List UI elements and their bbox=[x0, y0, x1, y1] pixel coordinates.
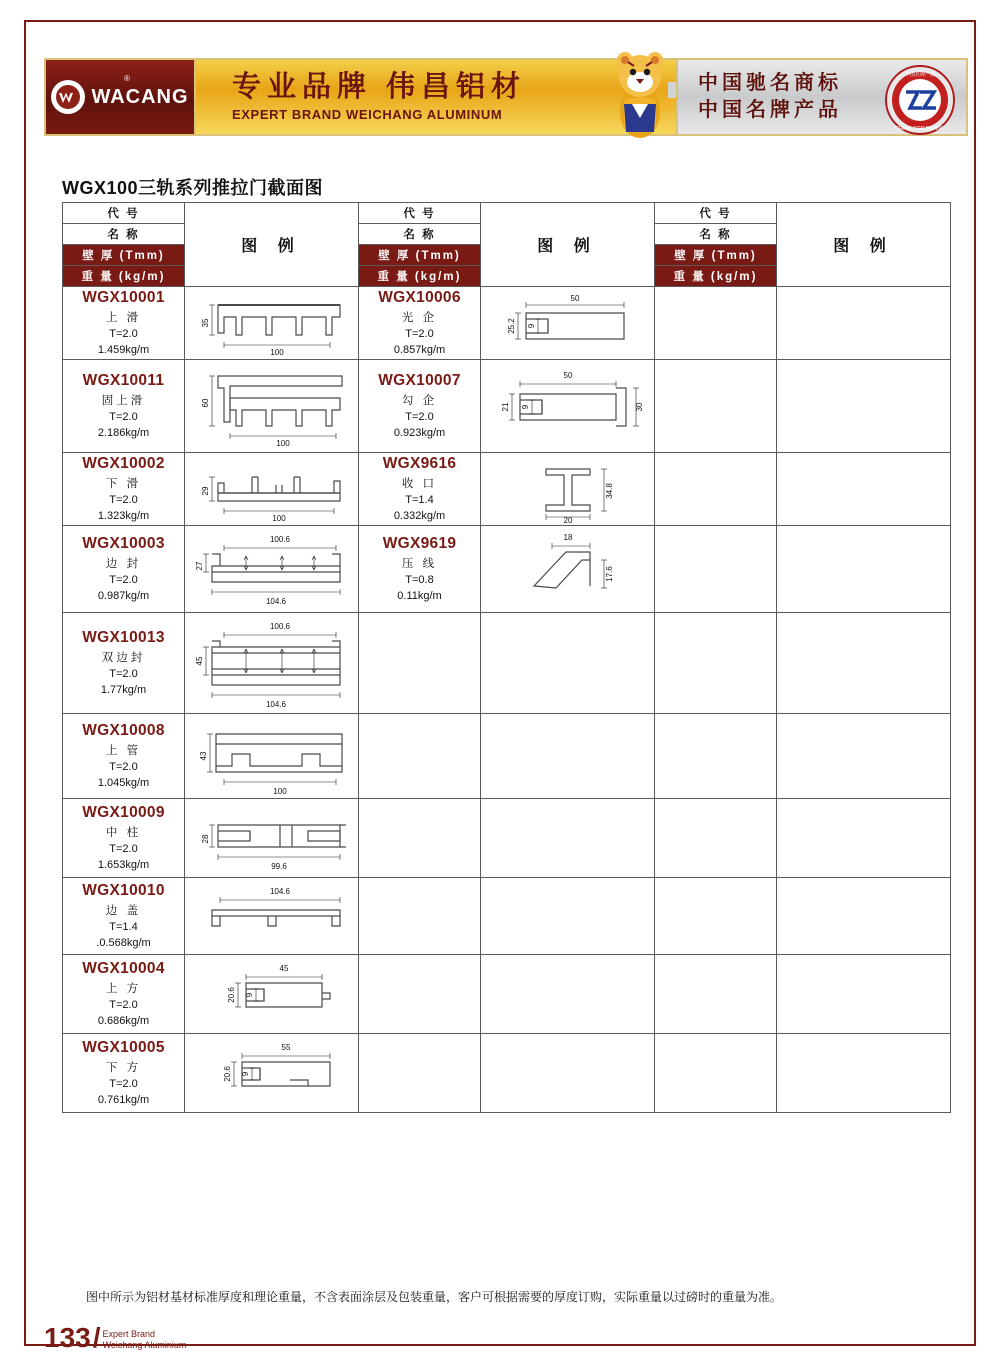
profile-weight: 1.459kg/m bbox=[97, 343, 150, 356]
profile-weight: 0.11kg/m bbox=[397, 589, 442, 602]
table-row bbox=[63, 613, 951, 714]
svg-text:45: 45 bbox=[194, 656, 204, 666]
profile-code: WGX10008 bbox=[82, 722, 165, 740]
svg-text:9: 9 bbox=[526, 323, 536, 329]
profile-thickness: T=2.0 bbox=[109, 667, 138, 680]
profile-code: WGX9619 bbox=[382, 535, 457, 553]
profile-code-cell-empty bbox=[359, 1034, 481, 1113]
profile-code-cell bbox=[63, 613, 185, 714]
awards-text bbox=[698, 70, 842, 124]
profile-code: WGX9616 bbox=[382, 455, 457, 473]
svg-text:9: 9 bbox=[240, 1071, 250, 1077]
header-figure-2: 图 例 bbox=[481, 203, 655, 287]
profile-name: 中 柱 bbox=[105, 826, 142, 839]
svg-text:中国名牌产品: 中国名牌产品 bbox=[904, 72, 936, 78]
svg-text:35: 35 bbox=[200, 318, 210, 328]
profile-figure-cell-empty bbox=[481, 799, 655, 878]
table-row bbox=[63, 360, 951, 453]
header-figure-1: 图 例 bbox=[185, 203, 359, 287]
profile-name: 边 封 bbox=[105, 557, 142, 570]
svg-text:20.6: 20.6 bbox=[226, 987, 236, 1003]
profile-figure-cell bbox=[481, 453, 655, 526]
profile-code-cell-empty bbox=[655, 613, 777, 714]
profile-code-cell bbox=[63, 287, 185, 360]
profile-thickness: T=2.0 bbox=[405, 327, 434, 340]
svg-text:34.8: 34.8 bbox=[604, 483, 614, 499]
profile-code: WGX10007 bbox=[378, 372, 461, 390]
header-weight-3: 重 量 (kg/m) bbox=[655, 266, 776, 286]
profile-figure-cell bbox=[185, 526, 359, 613]
header-figure-3: 图 例 bbox=[777, 203, 951, 287]
svg-text:9: 9 bbox=[520, 404, 530, 410]
profile-figure-cell-empty bbox=[481, 955, 655, 1034]
svg-text:17.6: 17.6 bbox=[604, 566, 614, 582]
profile-thickness: T=2.0 bbox=[109, 493, 138, 506]
svg-text:9: 9 bbox=[244, 992, 254, 998]
profile-figure-cell bbox=[185, 453, 359, 526]
profile-figure-cell bbox=[481, 360, 655, 453]
profile-weight: 2.186kg/m bbox=[97, 426, 150, 439]
profile-code: WGX10006 bbox=[378, 289, 461, 307]
profile-name: 边 盖 bbox=[105, 904, 142, 917]
china-top-brand-seal-icon bbox=[884, 64, 956, 136]
profile-code-cell-empty bbox=[655, 955, 777, 1034]
svg-text:104.6: 104.6 bbox=[265, 700, 286, 709]
profile-figure-cell-empty bbox=[777, 955, 951, 1034]
profile-code-cell-empty bbox=[359, 714, 481, 799]
award-line-2: 中国名牌产品 bbox=[698, 99, 842, 121]
svg-text:60: 60 bbox=[200, 398, 210, 408]
profile-thickness: T=2.0 bbox=[405, 410, 434, 423]
profile-code: WGX10001 bbox=[82, 289, 165, 307]
svg-text:20: 20 bbox=[563, 516, 572, 525]
profile-figure-cell bbox=[185, 878, 359, 955]
profile-figure-cell-empty bbox=[777, 1034, 951, 1113]
table-row bbox=[63, 955, 951, 1034]
registered-mark: ® bbox=[124, 74, 130, 83]
profile-name: 勾 企 bbox=[401, 394, 438, 407]
profile-code: WGX10013 bbox=[82, 629, 165, 647]
svg-text:50: 50 bbox=[563, 371, 572, 380]
header-thickness-2: 壁 厚 (Tmm) bbox=[359, 245, 480, 266]
profile-thickness: T=2.0 bbox=[109, 760, 138, 773]
profile-name: 上 管 bbox=[105, 744, 142, 757]
svg-text:100: 100 bbox=[271, 514, 286, 523]
footer-brand-line-1: Expert Brand bbox=[102, 1328, 156, 1339]
awards-box bbox=[678, 58, 968, 136]
svg-text:100.6: 100.6 bbox=[269, 622, 290, 631]
svg-text:28: 28 bbox=[200, 834, 210, 844]
svg-text:104.6: 104.6 bbox=[265, 597, 286, 606]
profile-code-cell-empty bbox=[359, 955, 481, 1034]
profile-thickness: T=2.0 bbox=[109, 327, 138, 340]
profile-thickness: T=0.8 bbox=[405, 573, 434, 586]
tiger-mascot-icon bbox=[598, 46, 682, 142]
profile-figure-cell-empty bbox=[777, 360, 951, 453]
profile-name: 上 滑 bbox=[105, 311, 142, 324]
profile-thickness: T=2.0 bbox=[109, 842, 138, 855]
profile-code-cell bbox=[359, 526, 481, 613]
profile-table bbox=[62, 202, 951, 1113]
header-name-3: 名 称 bbox=[655, 224, 776, 245]
profile-weight: 0.987kg/m bbox=[97, 589, 150, 602]
profile-figure-cell-empty bbox=[777, 878, 951, 955]
profile-figure-cell-empty bbox=[481, 878, 655, 955]
profile-figure-cell bbox=[185, 613, 359, 714]
slogan-english: EXPERT BRAND WEICHANG ALUMINUM bbox=[232, 106, 503, 122]
profile-thickness: T=2.0 bbox=[109, 1077, 138, 1090]
profile-weight: 1.653kg/m bbox=[97, 858, 150, 871]
profile-name: 上 方 bbox=[105, 982, 142, 995]
profile-weight: 0.686kg/m bbox=[97, 1014, 150, 1027]
header-code-group-2 bbox=[359, 203, 481, 287]
profile-code-cell bbox=[359, 287, 481, 360]
page-number-slash: / bbox=[92, 1322, 101, 1353]
profile-name: 光 企 bbox=[401, 311, 438, 324]
profile-code: WGX10005 bbox=[82, 1039, 165, 1057]
profile-code-cell-empty bbox=[655, 799, 777, 878]
footer-note: 图中所示为铝材基材标准厚度和理论重量，不含表面涂层及包装重量，客户可根据需要的厚度订购，实际重量以过磅时的重量为准。 bbox=[86, 1290, 783, 1304]
svg-text:99.6: 99.6 bbox=[270, 862, 287, 871]
svg-text:50: 50 bbox=[570, 294, 579, 303]
svg-text:100: 100 bbox=[269, 348, 284, 357]
profile-code-cell bbox=[63, 955, 185, 1034]
profile-code-cell bbox=[359, 360, 481, 453]
svg-text:100.6: 100.6 bbox=[269, 535, 290, 544]
table-row bbox=[63, 453, 951, 526]
svg-text:29: 29 bbox=[200, 486, 210, 496]
svg-text:30: 30 bbox=[634, 402, 644, 412]
page-number-block bbox=[44, 1324, 186, 1352]
profile-code-cell-empty bbox=[359, 878, 481, 955]
profile-code-cell bbox=[63, 360, 185, 453]
svg-text:43: 43 bbox=[198, 751, 208, 761]
profile-code-cell bbox=[63, 878, 185, 955]
profile-code-cell-empty bbox=[655, 287, 777, 360]
profile-code-cell-empty bbox=[655, 526, 777, 613]
slogan-chinese: 专业品牌 伟昌铝材 bbox=[232, 71, 527, 104]
profile-weight: 1.323kg/m bbox=[97, 509, 150, 522]
profile-name: 下 滑 bbox=[105, 477, 142, 490]
profile-code: WGX10004 bbox=[82, 960, 165, 978]
profile-figure-cell-empty bbox=[777, 287, 951, 360]
profile-figure-cell-empty bbox=[481, 613, 655, 714]
header-thickness-1: 壁 厚 (Tmm) bbox=[63, 245, 184, 266]
svg-text:25.2: 25.2 bbox=[506, 318, 516, 334]
header-weight-1: 重 量 (kg/m) bbox=[63, 266, 184, 286]
profile-name: 下 方 bbox=[105, 1061, 142, 1074]
header-code-3: 代 号 bbox=[655, 203, 776, 224]
profile-code-cell-empty bbox=[359, 799, 481, 878]
profile-code-cell-empty bbox=[359, 613, 481, 714]
award-line-1: 中国驰名商标 bbox=[698, 72, 842, 94]
table-row bbox=[63, 799, 951, 878]
profile-figure-cell-empty bbox=[777, 526, 951, 613]
profile-figure-cell bbox=[185, 287, 359, 360]
profile-figure-cell bbox=[481, 526, 655, 613]
header-banner bbox=[44, 58, 968, 136]
page-number: 133 bbox=[44, 1322, 91, 1353]
brand-logo-box bbox=[44, 58, 196, 136]
profile-figure-cell bbox=[185, 360, 359, 453]
header-code-2: 代 号 bbox=[359, 203, 480, 224]
table-row bbox=[63, 526, 951, 613]
brand-logo-text: WACANG bbox=[91, 85, 189, 108]
profile-figure-cell bbox=[185, 1034, 359, 1113]
table-row bbox=[63, 287, 951, 360]
profile-figure-cell bbox=[481, 287, 655, 360]
profile-code-cell-empty bbox=[655, 453, 777, 526]
profile-thickness: T=2.0 bbox=[109, 998, 138, 1011]
profile-weight: 0.923kg/m bbox=[393, 426, 446, 439]
profile-weight: 0.761kg/m bbox=[97, 1093, 150, 1106]
footer-brand-line-2: Weichang Aluminium bbox=[102, 1339, 187, 1350]
profile-code-cell-empty bbox=[655, 714, 777, 799]
profile-thickness: T=2.0 bbox=[109, 573, 138, 586]
profile-weight: .0.568kg/m bbox=[96, 936, 151, 949]
profile-code: WGX10003 bbox=[82, 535, 165, 553]
profile-code-cell bbox=[63, 714, 185, 799]
profile-thickness: T=1.4 bbox=[109, 920, 138, 933]
profile-figure-cell-empty bbox=[481, 1034, 655, 1113]
profile-figure-cell-empty bbox=[481, 714, 655, 799]
footer-brand bbox=[103, 1329, 187, 1352]
header-code-group-1 bbox=[63, 203, 185, 287]
profile-thickness: T=2.0 bbox=[109, 410, 138, 423]
profile-weight: 0.332kg/m bbox=[393, 509, 446, 522]
svg-text:55: 55 bbox=[281, 1043, 290, 1052]
profile-figure-cell-empty bbox=[777, 453, 951, 526]
table-row bbox=[63, 878, 951, 955]
profile-code: WGX10009 bbox=[82, 804, 165, 822]
profile-code-cell bbox=[63, 799, 185, 878]
svg-text:CHINA TOP BRAND: CHINA TOP BRAND bbox=[894, 126, 946, 132]
profile-figure-cell bbox=[185, 714, 359, 799]
profile-code-cell bbox=[63, 1034, 185, 1113]
wacang-logo-icon bbox=[51, 80, 85, 114]
profile-thickness: T=1.4 bbox=[405, 493, 434, 506]
profile-figure-cell-empty bbox=[777, 799, 951, 878]
table-header-row bbox=[63, 203, 951, 287]
profile-code: WGX10002 bbox=[82, 455, 165, 473]
profile-code-cell bbox=[63, 453, 185, 526]
profile-code: WGX10011 bbox=[82, 372, 165, 390]
profile-code-cell-empty bbox=[655, 878, 777, 955]
svg-text:100: 100 bbox=[275, 439, 290, 448]
profile-weight: 1.045kg/m bbox=[97, 776, 150, 789]
profile-code-cell-empty bbox=[655, 360, 777, 453]
header-code-1: 代 号 bbox=[63, 203, 184, 224]
svg-text:21: 21 bbox=[500, 402, 510, 412]
page-title: WGX100三轨系列推拉门截面图 bbox=[62, 178, 324, 198]
table-row bbox=[63, 714, 951, 799]
profile-code-cell bbox=[359, 453, 481, 526]
header-name-1: 名 称 bbox=[63, 224, 184, 245]
profile-name: 双边封 bbox=[101, 651, 146, 664]
header-code-group-3 bbox=[655, 203, 777, 287]
slogan-box bbox=[196, 58, 678, 136]
header-thickness-3: 壁 厚 (Tmm) bbox=[655, 245, 776, 266]
svg-text:100: 100 bbox=[272, 787, 287, 796]
profile-weight: 1.77kg/m bbox=[100, 683, 147, 696]
header-name-2: 名 称 bbox=[359, 224, 480, 245]
profile-figure-cell bbox=[185, 799, 359, 878]
table-row bbox=[63, 1034, 951, 1113]
profile-figure-cell-empty bbox=[777, 613, 951, 714]
svg-text:27: 27 bbox=[194, 561, 204, 571]
svg-text:45: 45 bbox=[279, 964, 288, 973]
profile-weight: 0.857kg/m bbox=[393, 343, 446, 356]
svg-text:18: 18 bbox=[563, 533, 572, 542]
profile-figure-cell-empty bbox=[777, 714, 951, 799]
profile-figure-cell bbox=[185, 955, 359, 1034]
profile-code: WGX10010 bbox=[82, 882, 165, 900]
profile-code-cell bbox=[63, 526, 185, 613]
profile-name: 收 口 bbox=[401, 477, 438, 490]
svg-text:104.6: 104.6 bbox=[269, 887, 290, 896]
header-weight-2: 重 量 (kg/m) bbox=[359, 266, 480, 286]
profile-name: 固上滑 bbox=[101, 394, 146, 407]
profile-name: 压 线 bbox=[401, 557, 438, 570]
profile-code-cell-empty bbox=[655, 1034, 777, 1113]
svg-text:20.6: 20.6 bbox=[222, 1066, 232, 1082]
